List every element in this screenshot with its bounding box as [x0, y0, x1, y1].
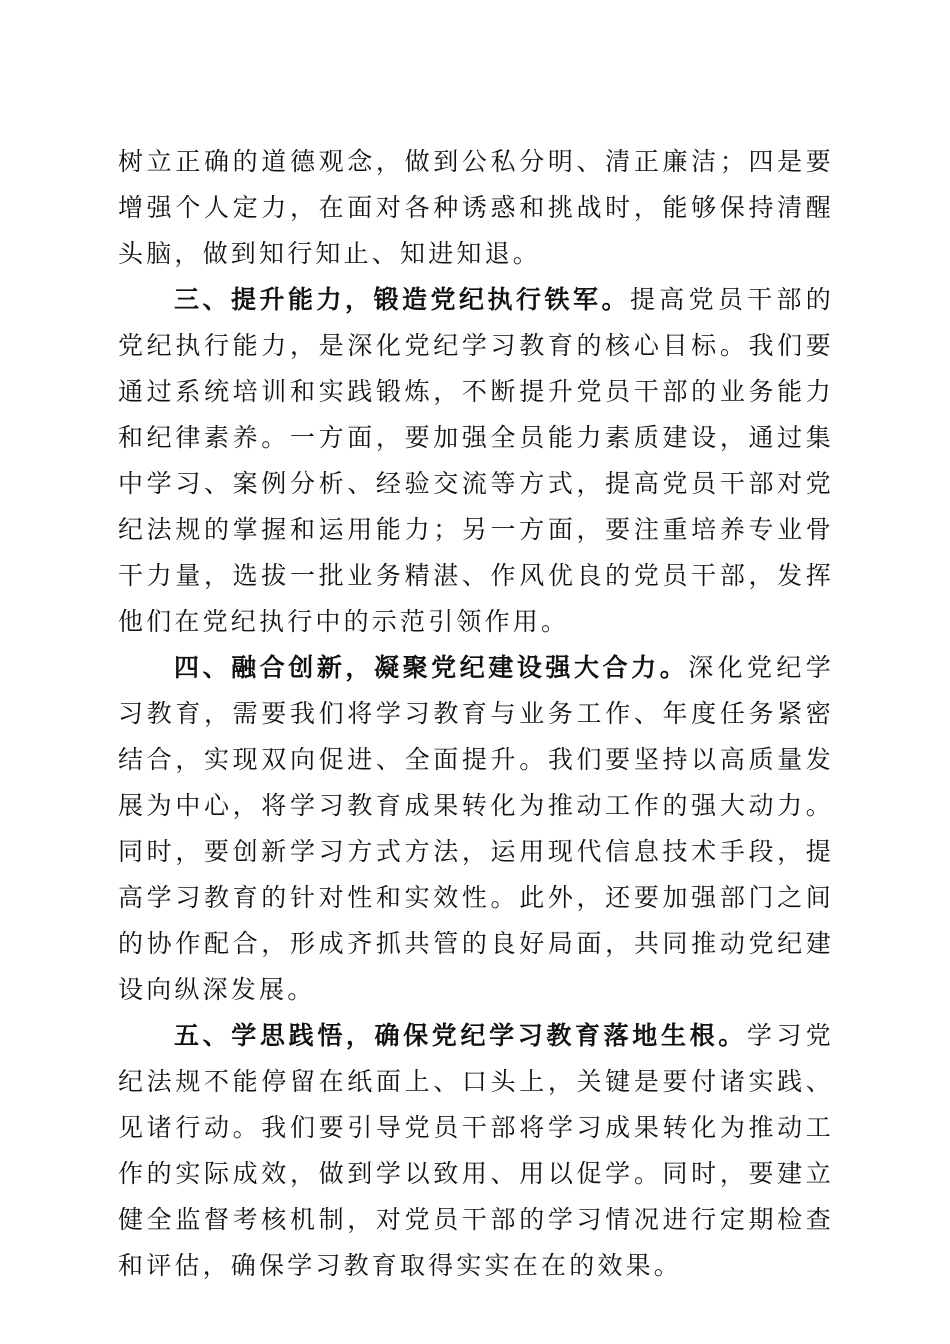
paragraph-section-5: [118, 1013, 834, 1289]
paragraph-text: 深化党纪学习教育，需要我们将学习教育与业务工作、年度任务紧密结合，实现双向促进、全面提升。我们要坚持以高质量发展为中心，将学习教育成果转化为推动工作的强大动力。同时，要创新学习方式方法，运用现代信息技术手段，提高学习教育的针对性和实效性。此外，还要加强部门之间的协作配合，形成齐抓共管的良好局面，共同推动党纪建设向纵深发展。: [118, 653, 834, 1004]
paragraph-section-3: [118, 277, 834, 645]
document-body: [118, 139, 834, 1289]
paragraph-section-4: [118, 645, 834, 1013]
paragraph-text: 树立正确的道德观念，做到公私分明、清正廉洁；四是要增强个人定力，在面对各种诱惑和挑战时，能够保持清醒头脑，做到知行知止、知进知退。: [118, 147, 834, 268]
section-heading: 五、学思践悟，确保党纪学习教育落地生根。: [174, 1021, 747, 1050]
section-heading: 三、提升能力，锻造党纪执行铁军。: [174, 285, 630, 314]
paragraph-text: 学习党纪法规不能停留在纸面上、口头上，关键是要付诸实践、见诸行动。我们要引导党员干部将学习成果转化为推动工作的实际成效，做到学以致用、用以促学。同时，要建立健全监督考核机制，对党员干部的学习情况进行定期检查和评估，确保学习教育取得实实在在的效果。: [118, 1021, 834, 1280]
paragraph-continuation: [118, 139, 834, 277]
section-heading: 四、融合创新，凝聚党纪建设强大合力。: [174, 653, 689, 682]
paragraph-text: 提高党员干部的党纪执行能力，是深化党纪学习教育的核心目标。我们要通过系统培训和实践锻炼，不断提升党员干部的业务能力和纪律素养。一方面，要加强全员能力素质建设，通过集中学习、案例分析、经验交流等方式，提高党员干部对党纪法规的掌握和运用能力；另一方面，要注重培养专业骨干力量，选拔一批业务精湛、作风优良的党员干部，发挥他们在党纪执行中的示范引领作用。: [118, 285, 834, 636]
